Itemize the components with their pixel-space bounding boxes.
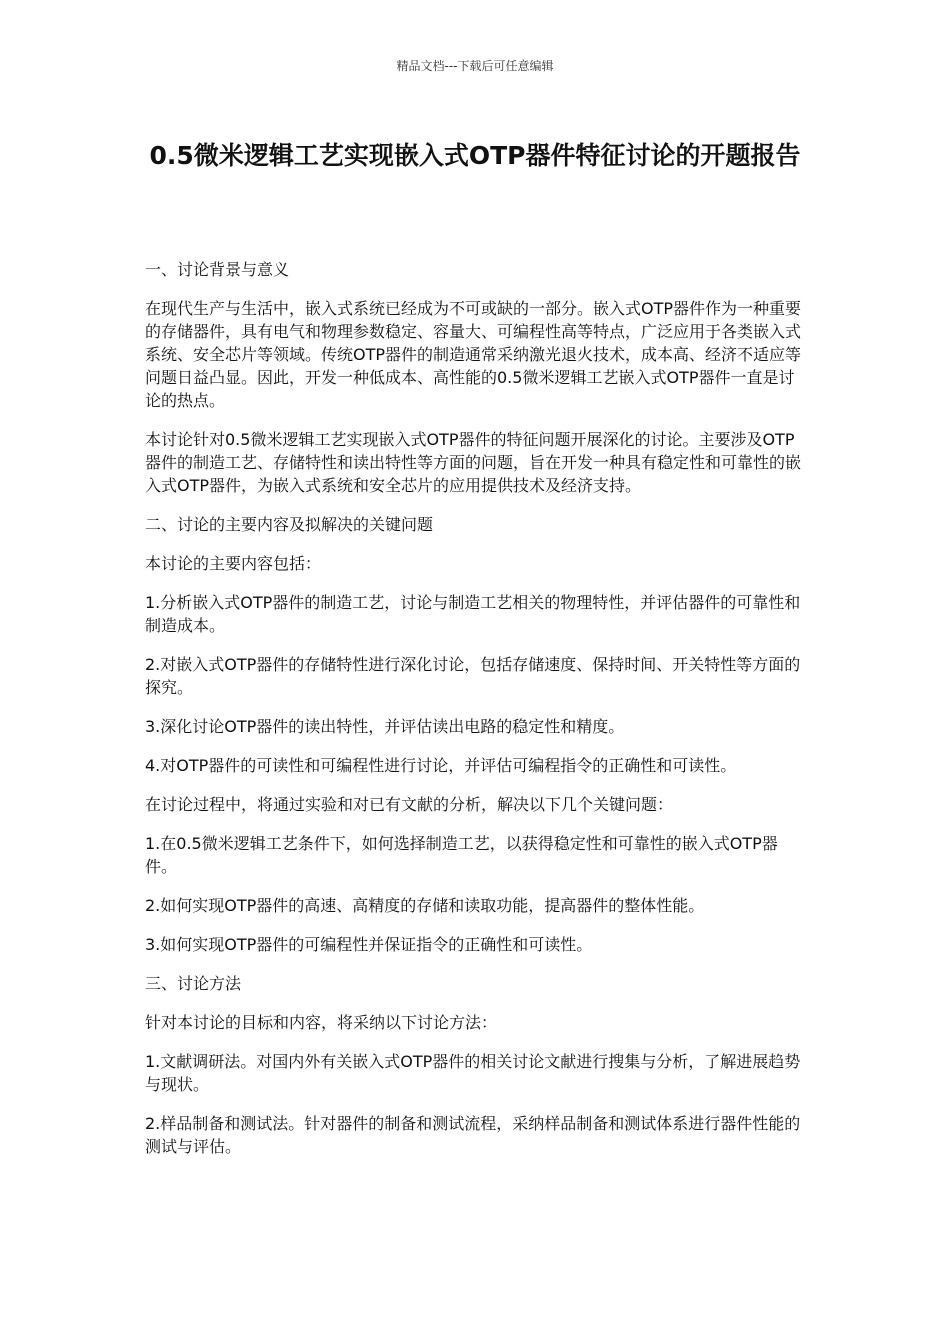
list-item: 1.文献调研法。对国内外有关嵌入式OTP器件的相关讨论文献进行搜集与分析，了解进展趋势与现状。 [145,1052,801,1094]
document-body [145,258,805,1174]
paragraph: 本讨论的主要内容包括： [145,554,322,573]
header-note: 精品文档---下载后可任意编辑 [396,59,554,73]
list-item: 2.样品制备和测试法。针对器件的制备和测试流程，采纳样品制备和测试体系进行器件性能的测试与评估。 [145,1114,801,1156]
list-item: 3.深化讨论OTP器件的读出特性，并评估读出电路的稳定性和精度。 [145,717,625,736]
section-heading: 二、讨论的主要内容及拟解决的关键问题 [145,515,434,534]
list-item: 2.如何实现OTP器件的高速、高精度的存储和读取功能，提高器件的整体性能。 [145,896,705,915]
paragraph: 针对本讨论的目标和内容，将采纳以下讨论方法： [145,1013,498,1032]
list-item: 1.分析嵌入式OTP器件的制造工艺，讨论与制造工艺相关的物理特性，并评估器件的可靠性和制造成本。 [145,593,801,635]
section-heading: 三、讨论方法 [145,974,242,993]
list-item: 1.在0.5微米逻辑工艺条件下，如何选择制造工艺，以获得稳定性和可靠性的嵌入式OTP器件。 [145,834,778,876]
list-item: 3.如何实现OTP器件的可编程性并保证指令的正确性和可读性。 [145,935,593,954]
section-heading: 一、讨论背景与意义 [145,260,290,279]
list-item: 2.对嵌入式OTP器件的存储特性进行深化讨论，包括存储速度、保持时间、开关特性等方面的探究。 [145,655,801,697]
paragraph: 在现代生产与生活中，嵌入式系统已经成为不可或缺的一部分。嵌入式OTP器件作为一种重要的存储器件，具有电气和物理参数稳定、容量大、可编程性高等特点，广泛应用于各类嵌入式系统、安全芯片等领域。传统OTP器件的制造通常采纳激光退火技术，成本高、经济不适应等问题日益凸显。因此，开发一种低成本、高性能的0.5微米逻辑工艺嵌入式OTP器件一直是讨论的热点。 [145,299,802,410]
list-item: 4.对OTP器件的可读性和可编程性进行讨论，并评估可编程指令的正确性和可读性。 [145,756,737,775]
document-title: 0.5微米逻辑工艺实现嵌入式OTP器件特征讨论的开题报告 [149,141,801,170]
paragraph: 本讨论针对0.5微米逻辑工艺实现嵌入式OTP器件的特征问题开展深化的讨论。主要涉及OTP器件的制造工艺、存储特性和读出特性等方面的问题，旨在开发一种具有稳定性和可靠性的嵌入式OTP器件，为嵌入式系统和安全芯片的应用提供技术及经济支持。 [145,430,802,495]
paragraph: 在讨论过程中，将通过实验和对已有文献的分析，解决以下几个关键问题： [145,795,674,814]
